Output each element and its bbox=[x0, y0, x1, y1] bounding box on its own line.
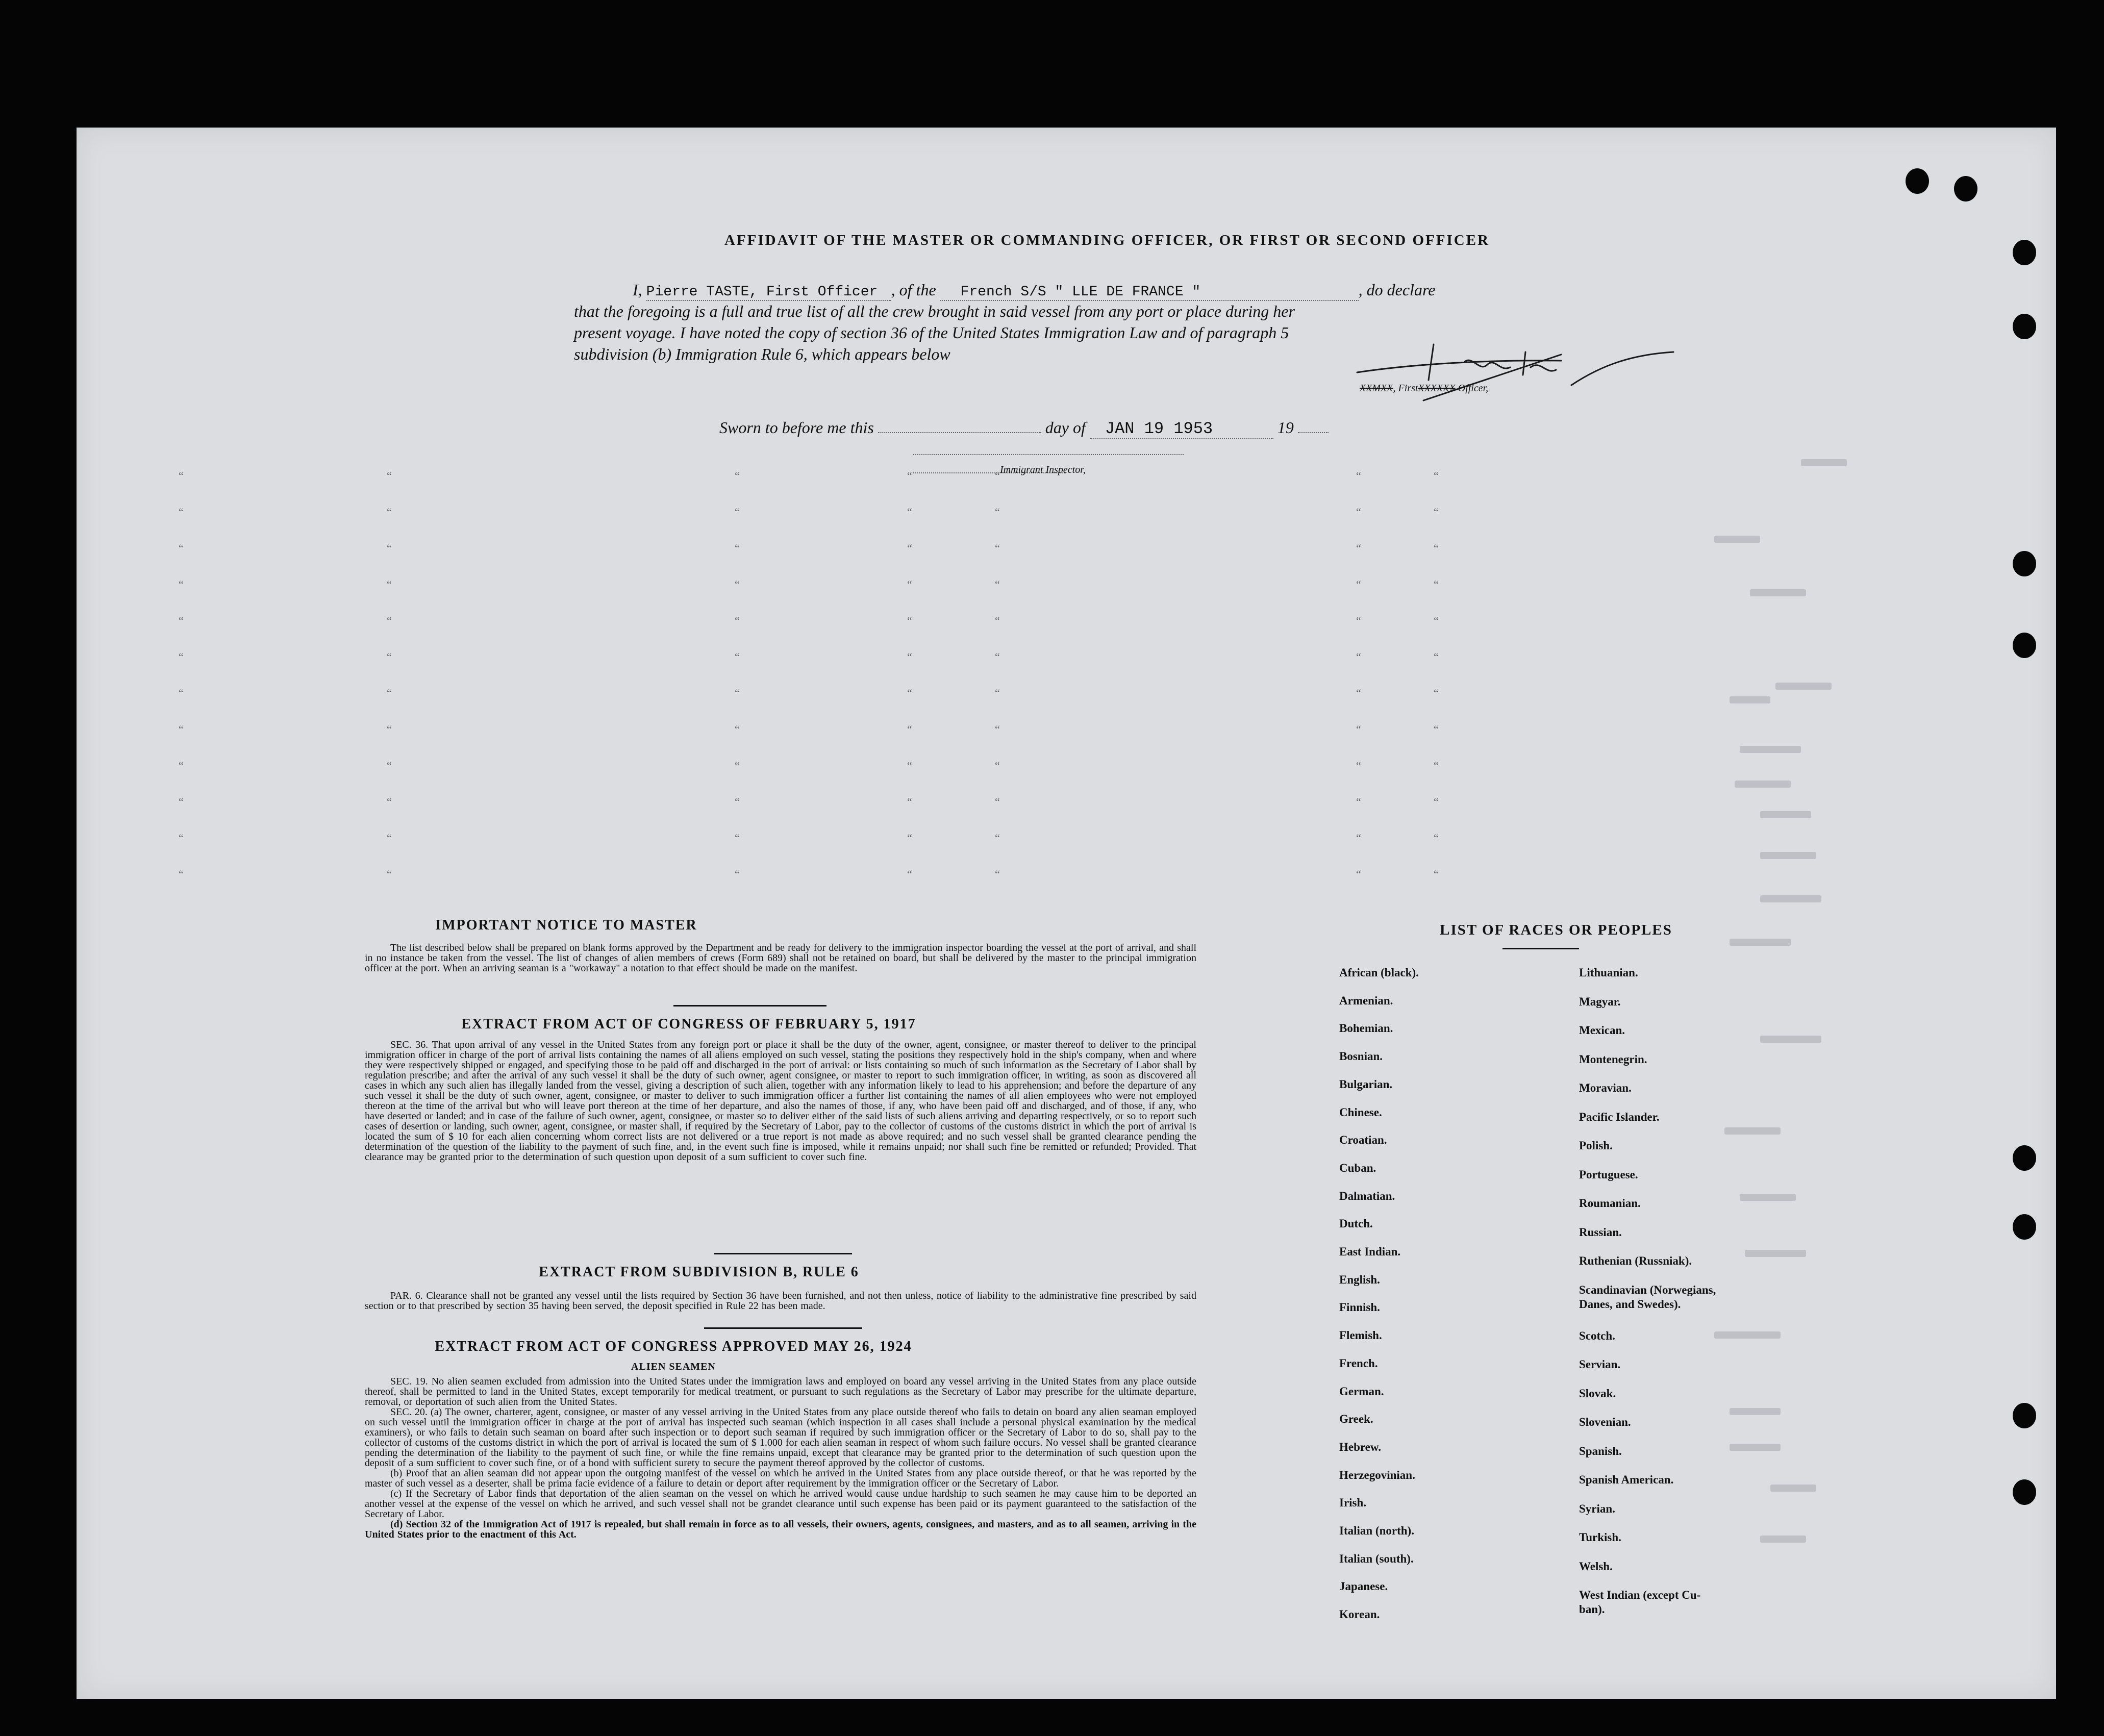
affidavit-line-2: that the foregoing is a full and true list of all the crew brought in said vessel from any port or place during her bbox=[574, 302, 1295, 320]
bleed-through-mark: “ bbox=[907, 795, 912, 808]
race-item: Mexican. bbox=[1579, 1024, 1625, 1037]
race-item: Scotch. bbox=[1579, 1329, 1615, 1342]
vessel-value: French S/S " LLE DE FRANCE " bbox=[960, 284, 1201, 300]
bleed-through-mark: “ bbox=[1434, 795, 1439, 808]
race-item: Dalmatian. bbox=[1339, 1189, 1395, 1202]
bleed-through-mark: “ bbox=[907, 650, 912, 663]
bleed-through-smudge bbox=[1760, 895, 1821, 902]
sec-20d-paragraph: (d) Section 32 of the Immigration Act of 1917 is repealed, but shall remain in force as to all vessels, their owners, agents, consignees, and masters, and as to all seamen, arriving in the United States prior to the enactment of this Act. bbox=[365, 1519, 1196, 1540]
race-item: Japanese. bbox=[1339, 1580, 1388, 1593]
bleed-through-mark: “ bbox=[179, 578, 184, 591]
inspector-signature-line bbox=[913, 454, 1184, 455]
bleed-through-mark: “ bbox=[1356, 506, 1361, 518]
bleed-through-mark: “ bbox=[1356, 614, 1361, 627]
bleed-through-mark: “ bbox=[1434, 868, 1439, 880]
race-item: Russian. bbox=[1579, 1225, 1622, 1239]
binder-hole bbox=[2013, 633, 2036, 658]
bleed-through-mark: “ bbox=[179, 868, 184, 880]
bleed-through-mark: “ bbox=[735, 723, 740, 736]
bleed-through-mark: “ bbox=[1356, 832, 1361, 844]
bleed-through-mark: “ bbox=[387, 650, 392, 663]
binder-hole bbox=[1954, 176, 1977, 202]
extract-rule6-title: EXTRACT FROM SUBDIVISION B, RULE 6 bbox=[539, 1264, 859, 1280]
bleed-through-mark: “ bbox=[387, 832, 392, 844]
bleed-through-mark: “ bbox=[995, 868, 1000, 880]
binder-hole bbox=[2013, 1145, 2036, 1171]
bleed-through-mark: “ bbox=[179, 687, 184, 699]
bleed-through-mark: “ bbox=[1434, 506, 1439, 518]
bleed-through-mark: “ bbox=[735, 614, 740, 627]
bleed-through-smudge bbox=[1714, 536, 1760, 543]
bleed-through-mark: “ bbox=[1356, 469, 1361, 482]
race-item: Spanish American. bbox=[1579, 1473, 1674, 1487]
vessel-field bbox=[940, 284, 1359, 301]
of-the-text: , of the bbox=[891, 281, 936, 299]
race-item: Ruthenian (Russniak). bbox=[1579, 1254, 1692, 1267]
race-item: Irish. bbox=[1339, 1496, 1367, 1509]
bleed-through-mark: “ bbox=[387, 687, 392, 699]
bleed-through-mark: “ bbox=[1356, 687, 1361, 699]
race-item: English. bbox=[1339, 1273, 1380, 1286]
race-item: Turkish. bbox=[1579, 1531, 1621, 1544]
bleed-through-mark: “ bbox=[179, 506, 184, 518]
affidavit-title: AFFIDAVIT OF THE MASTER OR COMMANDING OFFICER, OR FIRST OR SECOND OFFICER bbox=[724, 232, 1490, 248]
bleed-through-mark: “ bbox=[1434, 650, 1439, 663]
bleed-through-smudge bbox=[1760, 852, 1816, 859]
bleed-through-mark: “ bbox=[995, 578, 1000, 591]
bleed-through-mark: “ bbox=[387, 469, 392, 482]
do-declare-text: , do declare bbox=[1358, 281, 1436, 299]
race-item: Cuban. bbox=[1339, 1161, 1376, 1174]
race-item: Armenian. bbox=[1339, 994, 1393, 1007]
binder-hole bbox=[1906, 168, 1929, 194]
bleed-through-mark: “ bbox=[387, 723, 392, 736]
binder-hole bbox=[2013, 1479, 2036, 1505]
race-item: Hebrew. bbox=[1339, 1440, 1381, 1453]
race-item: Greek. bbox=[1339, 1413, 1373, 1426]
race-item: Bohemian. bbox=[1339, 1022, 1393, 1035]
race-item: Polish. bbox=[1579, 1139, 1613, 1152]
alien-seamen-subtitle: ALIEN SEAMEN bbox=[631, 1361, 716, 1372]
bleed-through-mark: “ bbox=[907, 614, 912, 627]
bleed-through-mark: “ bbox=[1434, 578, 1439, 591]
bleed-through-mark: “ bbox=[1434, 759, 1439, 772]
race-item: Flemish. bbox=[1339, 1329, 1382, 1342]
sworn-line bbox=[719, 418, 1329, 439]
bleed-through-mark: “ bbox=[1356, 650, 1361, 663]
bleed-through-mark: “ bbox=[179, 795, 184, 808]
bleed-through-mark: “ bbox=[995, 469, 1000, 482]
sec-20b-paragraph: (b) Proof that an alien seaman did not appear upon the outgoing manifest of the vessel on which he arrived in the United States from any place outside thereof, or that he was reported by the master of such vessel as a deserter, shall be prima facie evidence of a failure to detain or deport after requirement by the immigration officer or the Secretary of Labor. bbox=[365, 1468, 1196, 1489]
binder-hole bbox=[2013, 1403, 2036, 1428]
notice-paragraph: The list described below shall be prepared on blank forms approved by the Department and be ready for delivery to the immigration inspector boarding the vessel at the port of arrival, and shall in no instance be taken from the vessel. The list of changes of alien members of crews (Form 689) shall not be retained on board, but shall be delivered by the master to the principal immigration officer at the port. When an arriving seaman is a "workaway" a notation to that effect should be made on the manifest. bbox=[365, 942, 1196, 974]
officer-signature bbox=[1347, 324, 1704, 416]
document-page bbox=[77, 128, 2056, 1699]
bleed-through-mark: “ bbox=[1356, 868, 1361, 880]
divider bbox=[673, 1005, 826, 1007]
bleed-through-smudge bbox=[1745, 1250, 1806, 1257]
bleed-through-mark: “ bbox=[735, 687, 740, 699]
race-item: Finnish. bbox=[1339, 1301, 1380, 1314]
bleed-through-mark: “ bbox=[907, 469, 912, 482]
race-item: African (black). bbox=[1339, 966, 1419, 979]
race-item: West Indian (except Cu- ban). bbox=[1579, 1589, 1701, 1616]
bleed-through-mark: “ bbox=[907, 542, 912, 555]
race-item: Pacific Islander. bbox=[1579, 1110, 1660, 1123]
affidavit-line-1 bbox=[633, 281, 1435, 301]
race-item: Herzegovinian. bbox=[1339, 1468, 1415, 1481]
bleed-through-mark: “ bbox=[735, 759, 740, 772]
bleed-through-smudge bbox=[1801, 459, 1847, 466]
race-item: Montenegrin. bbox=[1579, 1052, 1647, 1066]
race-item: Syrian. bbox=[1579, 1502, 1615, 1515]
race-item: Slovenian. bbox=[1579, 1416, 1631, 1429]
race-item: Roumanian. bbox=[1579, 1197, 1641, 1210]
race-item: Scandinavian (Norwegians, Danes, and Swedes). bbox=[1579, 1283, 1716, 1311]
bleed-through-mark: “ bbox=[1434, 687, 1439, 699]
race-item: Servian. bbox=[1579, 1358, 1621, 1371]
struck-master: XXMXX bbox=[1360, 383, 1393, 394]
bleed-through-mark: “ bbox=[735, 542, 740, 555]
notice-title: IMPORTANT NOTICE TO MASTER bbox=[435, 917, 697, 933]
bleed-through-smudge bbox=[1740, 1194, 1796, 1201]
bleed-through-smudge bbox=[1770, 1485, 1816, 1492]
bleed-through-mark: “ bbox=[995, 650, 1000, 663]
bleed-through-mark: “ bbox=[1356, 578, 1361, 591]
race-item: Italian (south). bbox=[1339, 1552, 1414, 1565]
affidavit-line-3: present voyage. I have noted the copy of section 36 of the United States Immigration Law and of paragraph 5 bbox=[574, 323, 1289, 342]
bleed-through-mark: “ bbox=[179, 650, 184, 663]
bleed-through-mark: “ bbox=[735, 868, 740, 880]
bleed-through-mark: “ bbox=[995, 759, 1000, 772]
race-item: Slovak. bbox=[1579, 1387, 1616, 1400]
bleed-through-mark: “ bbox=[907, 832, 912, 844]
declarant-field bbox=[646, 284, 891, 301]
bleed-through-smudge bbox=[1760, 811, 1811, 818]
bleed-through-mark: “ bbox=[735, 650, 740, 663]
bleed-through-smudge bbox=[1735, 781, 1791, 788]
bleed-through-mark: “ bbox=[907, 506, 912, 518]
bleed-through-mark: “ bbox=[735, 832, 740, 844]
date-stamp-field bbox=[1090, 419, 1273, 439]
binder-hole bbox=[2013, 551, 2036, 576]
bleed-through-mark: “ bbox=[1356, 795, 1361, 808]
signature-caption bbox=[1360, 383, 1488, 394]
binder-hole bbox=[2013, 1214, 2036, 1240]
sec-36-paragraph: SEC. 36. That upon arrival of any vessel in the United States from any foreign port or place it shall be the duty of the owner, agent, consignee, or master thereof to deliver to the principal immigration officer in charge of the port of arrival lists containing the names of all aliens employed on such vessel, stating the positions they respectively hold in the ship's company, when and where they were respectively shipped or engaged, and specifying those to be paid off and discharged in the port of arrival: or lists containing so much of such information as the Secretary of Labor shall by regulation prescribe; and after the arrival of any such vessel it shall be the duty of such owner, agent consignee, or master to report to such immigration officer, in writing, as soon as discovered all cases in which any such alien has illegally landed from the vessel, giving a description of such alien, together with any information likely to lead to his apprehension; and before the departure of any such vessel it shall be the duty of such owner, agent, consignee, or master to deliver to such immigration officer a further list containing the names of all alien employees who were not employed thereon at the time of the arrival but who will leave port thereon at the time of her departure, and also the names of those, if any, who have been paid off and discharged, and of those, if any, who have deserted or landed; and in case of the failure of such owner, agent, consignee, or master so to deliver either of the said lists of such aliens arriving and departing respectively, or so to report such cases of desertion or landing, such owner, agent, consignee, or master shall, if required by the Secretary of Labor, pay to the collector of customs of the customs district in which the port of arrival is located the sum of $ 10 for each alien concerning whom correct lists are not delivered or a true report is not made as above required; and no such vessel shall be granted clearance pending the determination of the question of the liability to the payment of such fine, and, in the event such fine is imposed, while it remains unpaid; nor shall such fine be remitted or refunded; Provided. That clearance may be granted prior to the determination of such question upon deposit of a sum sufficient to cover such fine. bbox=[365, 1039, 1196, 1163]
bleed-through-mark: “ bbox=[907, 759, 912, 772]
bleed-through-mark: “ bbox=[907, 868, 912, 880]
extract-1924-title: EXTRACT FROM ACT OF CONGRESS APPROVED MAY 26, 1924 bbox=[435, 1339, 912, 1354]
bleed-through-mark: “ bbox=[1356, 759, 1361, 772]
bleed-through-mark: “ bbox=[387, 542, 392, 555]
bleed-through-mark: “ bbox=[735, 469, 740, 482]
bleed-through-mark: “ bbox=[387, 795, 392, 808]
bleed-through-smudge bbox=[1730, 939, 1791, 946]
bleed-through-mark: “ bbox=[907, 723, 912, 736]
bleed-through-mark: “ bbox=[1356, 542, 1361, 555]
notice-body bbox=[365, 943, 1196, 973]
divider bbox=[704, 1327, 862, 1329]
bleed-through-smudge bbox=[1714, 1331, 1781, 1339]
bleed-through-mark: “ bbox=[387, 868, 392, 880]
bleed-through-mark: “ bbox=[179, 723, 184, 736]
bleed-through-mark: “ bbox=[995, 795, 1000, 808]
bleed-through-mark: “ bbox=[735, 578, 740, 591]
binder-hole bbox=[2013, 314, 2036, 339]
sworn-day-field bbox=[878, 432, 1041, 433]
date-stamp: JAN 19 1953 bbox=[1105, 419, 1213, 438]
races-title: LIST OF RACES OR PEOPLES bbox=[1440, 922, 1672, 938]
bleed-through-smudge bbox=[1750, 589, 1806, 596]
year-prefix: 19 bbox=[1277, 418, 1294, 437]
race-item: Moravian. bbox=[1579, 1081, 1632, 1094]
bleed-through-smudge bbox=[1730, 1444, 1781, 1451]
bleed-through-smudge bbox=[1760, 1536, 1806, 1543]
bleed-through-mark: “ bbox=[179, 832, 184, 844]
bleed-through-mark: “ bbox=[387, 578, 392, 591]
declarant-value: Pierre TASTE, First Officer bbox=[646, 284, 878, 300]
divider bbox=[1502, 948, 1579, 949]
race-item: French. bbox=[1339, 1356, 1378, 1370]
race-item: Dutch. bbox=[1339, 1217, 1373, 1230]
bleed-through-mark: “ bbox=[1434, 542, 1439, 555]
race-item: Spanish. bbox=[1579, 1444, 1622, 1457]
caption-first: , First bbox=[1393, 383, 1418, 394]
bleed-through-mark: “ bbox=[995, 542, 1000, 555]
bleed-through-mark: “ bbox=[387, 506, 392, 518]
bleed-through-mark: “ bbox=[179, 759, 184, 772]
bleed-through-mark: “ bbox=[907, 578, 912, 591]
extract-rule6-body bbox=[365, 1291, 1196, 1311]
race-item: Magyar. bbox=[1579, 995, 1621, 1008]
bleed-through-mark: “ bbox=[1434, 469, 1439, 482]
bleed-through-mark: “ bbox=[995, 687, 1000, 699]
binder-hole bbox=[2013, 240, 2036, 265]
day-of-text: day of bbox=[1045, 418, 1086, 437]
race-item: Lithuanian. bbox=[1579, 966, 1638, 979]
bleed-through-smudge bbox=[1730, 1408, 1781, 1415]
inspector-caption: Immigrant Inspector, bbox=[1000, 464, 1086, 475]
bleed-through-smudge bbox=[1724, 1127, 1781, 1135]
extract-1917-body bbox=[365, 1040, 1196, 1162]
bleed-through-mark: “ bbox=[179, 614, 184, 627]
bleed-through-mark: “ bbox=[387, 759, 392, 772]
bleed-through-smudge bbox=[1740, 746, 1801, 753]
bleed-through-mark: “ bbox=[735, 795, 740, 808]
bleed-through-mark: “ bbox=[387, 614, 392, 627]
year-field bbox=[1298, 432, 1329, 433]
race-item: Welsh. bbox=[1579, 1559, 1613, 1573]
bleed-through-mark: “ bbox=[179, 542, 184, 555]
bleed-through-smudge bbox=[1730, 696, 1770, 703]
sworn-text: Sworn to before me this bbox=[719, 418, 874, 437]
divider bbox=[714, 1253, 852, 1254]
bleed-through-mark: “ bbox=[995, 614, 1000, 627]
par-6-paragraph: PAR. 6. Clearance shall not be granted any vessel until the lists required by Section 36 have been furnished, and not then unless, notice of liability to the administrative fine prescribed by said section or to that prescribed by section 35 having been served, the deposit specified in Rule 22 has been made. bbox=[365, 1290, 1196, 1312]
bleed-through-mark: “ bbox=[1434, 832, 1439, 844]
race-item: Portuguese. bbox=[1579, 1168, 1638, 1181]
bleed-through-smudge bbox=[1760, 1036, 1821, 1043]
sec-20a-paragraph: SEC. 20. (a) The owner, charterer, agent, consignee, or master of any vessel arriving in the United States from any place outside thereof who fails to detain on board any alien seaman employed on such vessel until the immigration officer in charge at the port of arrival has inspected such seaman (which inspection in all cases shall include a personal physical examination by the medical examiners), or who fails to detain such seaman on board after such inspection or to deport such seaman if required by such immigration officer or the Secretary of Labor to do so, shall pay to the collector of customs of the customs district in which the port of arrival is located the sum of $ 1.000 for each alien seaman in respect of whom such failure occurs. No vessel shall be granted clearance pending the determination of the liability to the payment of such fine, or while the fine remains unpaid, except that clearance may be granted prior to the determination of such question upon the deposit of a sum sufficient to cover such fine, or of a bond with sufficient surety to secure the payment thereof approved by the collector of customs. bbox=[365, 1406, 1196, 1469]
bleed-through-mark: “ bbox=[907, 687, 912, 699]
race-item: German. bbox=[1339, 1385, 1384, 1398]
extract-1924-body bbox=[365, 1376, 1196, 1540]
race-item: Croatian. bbox=[1339, 1134, 1387, 1147]
race-item: Italian (north). bbox=[1339, 1524, 1414, 1537]
affidavit-prefix: I, bbox=[633, 281, 642, 299]
affidavit-line-4: subdivision (b) Immigration Rule 6, which appears below bbox=[574, 345, 950, 363]
extract-1917-title: EXTRACT FROM ACT OF CONGRESS OF FEBRUARY 5, 1917 bbox=[461, 1016, 916, 1032]
race-item: Korean. bbox=[1339, 1608, 1380, 1621]
sec-20c-paragraph: (c) If the Secretary of Labor finds that deportation of the alien seaman on the vessel on which he arrived would cause undue hardship to such seamen he may cause him to be deported an another vessel at the expense of the vessel on which he arrived, and such vessel shall not be grandet clearance until such expense has been paid or its payment guaranteed to the satisfaction of the Secretary of Labor. bbox=[365, 1488, 1196, 1520]
bleed-through-mark: “ bbox=[995, 723, 1000, 736]
bleed-through-mark: “ bbox=[735, 506, 740, 518]
bleed-through-mark: “ bbox=[179, 469, 184, 482]
sec-19-paragraph: SEC. 19. No alien seamen excluded from admission into the United States under the immigration laws and employed on board any vessel arriving in the United States from any place outside thereof, shall be permitted to land in the United States, except temporarily for medical treatment, or pursuant to such regulations as the Secretary of Labor may prescribe for the ultimate departure, removal, or deportation of such alien from the United States. bbox=[365, 1376, 1196, 1407]
struck-commanding: XXXXXX bbox=[1418, 383, 1456, 394]
bleed-through-mark: “ bbox=[1356, 723, 1361, 736]
bleed-through-mark: “ bbox=[995, 832, 1000, 844]
bleed-through-mark: “ bbox=[995, 506, 1000, 518]
bleed-through-mark: “ bbox=[1434, 723, 1439, 736]
caption-officer: Officer, bbox=[1455, 383, 1489, 394]
bleed-through-mark: “ bbox=[1434, 614, 1439, 627]
race-item: Chinese. bbox=[1339, 1105, 1382, 1119]
race-item: Bulgarian. bbox=[1339, 1077, 1393, 1091]
race-item: Bosnian. bbox=[1339, 1050, 1383, 1063]
race-item: East Indian. bbox=[1339, 1245, 1401, 1258]
bleed-through-smudge bbox=[1775, 683, 1832, 690]
